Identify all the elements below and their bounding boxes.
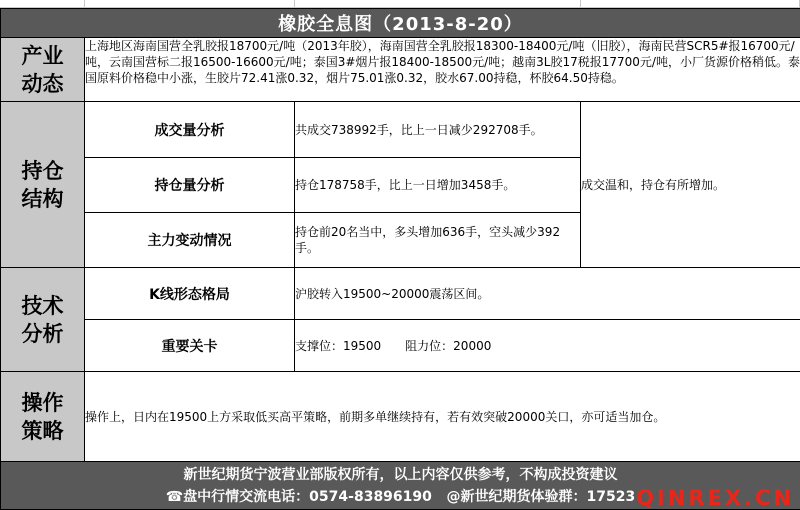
report-title: 橡胶全息图（2013-8-20） xyxy=(1,9,800,38)
grid-cell xyxy=(0,0,85,8)
grid-cell xyxy=(580,0,800,8)
at-icon: @ xyxy=(446,488,461,505)
footer-phone: 盘中行情交流电话：0574-83896190 xyxy=(183,488,432,505)
watermark: QINREX.CN xyxy=(636,486,794,510)
section-label-strategy xyxy=(1,372,85,462)
row-name-kline: K线形态格局 xyxy=(85,268,295,320)
industry-text: 上海地区海南国营全乳胶报18700元/吨（2013年胶），海南国营全乳胶报18300-18400元/吨（旧胶），海南民营SCR5#报16700元/吨，云南国营标二报16500-16600元/吨；泰国3#烟片报18400-18500元/吨；越南3L胶17税报17700元/吨，小厂货源价格稍低。泰国原料价格稳中小涨，生胶片72.41涨0.32，烟片75.01涨0.32，胶水67.00持稳，杯胶64.50持稳。 xyxy=(85,38,800,102)
grid-cell xyxy=(84,0,295,8)
spreadsheet-top-strip xyxy=(0,0,800,8)
section-label-industry xyxy=(1,38,85,102)
section-label-technical xyxy=(1,268,85,372)
position-label: 持仓 结构 xyxy=(21,157,64,211)
footer-group: 新世纪期货体验群：17523 xyxy=(460,488,636,505)
row-text-key-levels: 支撑位：19500 阻力位：20000 xyxy=(295,320,800,372)
row-name-volume: 成交量分析 xyxy=(85,102,295,158)
position-summary: 成交温和，持仓有所增加。 xyxy=(581,102,800,268)
row-text-volume: 共成交738992手，比上一日减少292708手。 xyxy=(295,102,581,158)
footer xyxy=(1,462,800,510)
strategy-text: 操作上，日内在19500上方采取低买高平策略，前期多单继续持有，若有效突破20000关口，亦可适当加仓。 xyxy=(85,372,800,462)
footer-line1: 新世纪期货宁波营业部版权所有，以上内容仅供参考，不构成投资建议 xyxy=(183,466,618,483)
rubber-report-table xyxy=(0,8,800,510)
row-text-main-change: 持仓前20名当中，多头增加636手，空头减少392手。 xyxy=(295,213,581,268)
industry-label: 产业 动态 xyxy=(21,42,64,96)
row-name-open-interest: 持仓量分析 xyxy=(85,158,295,213)
row-name-key-levels: 重要关卡 xyxy=(85,320,295,372)
technical-label: 技术 分析 xyxy=(21,292,64,346)
strategy-label: 操作 策略 xyxy=(21,389,64,443)
section-label-position xyxy=(1,102,85,268)
phone-icon: ☎ xyxy=(165,488,184,505)
row-name-main-change: 主力变动情况 xyxy=(85,213,295,268)
grid-cell xyxy=(294,0,581,8)
row-text-open-interest: 持仓178758手，比上一日增加3458手。 xyxy=(295,158,581,213)
row-text-kline: 沪胶转入19500~20000震荡区间。 xyxy=(295,268,800,320)
